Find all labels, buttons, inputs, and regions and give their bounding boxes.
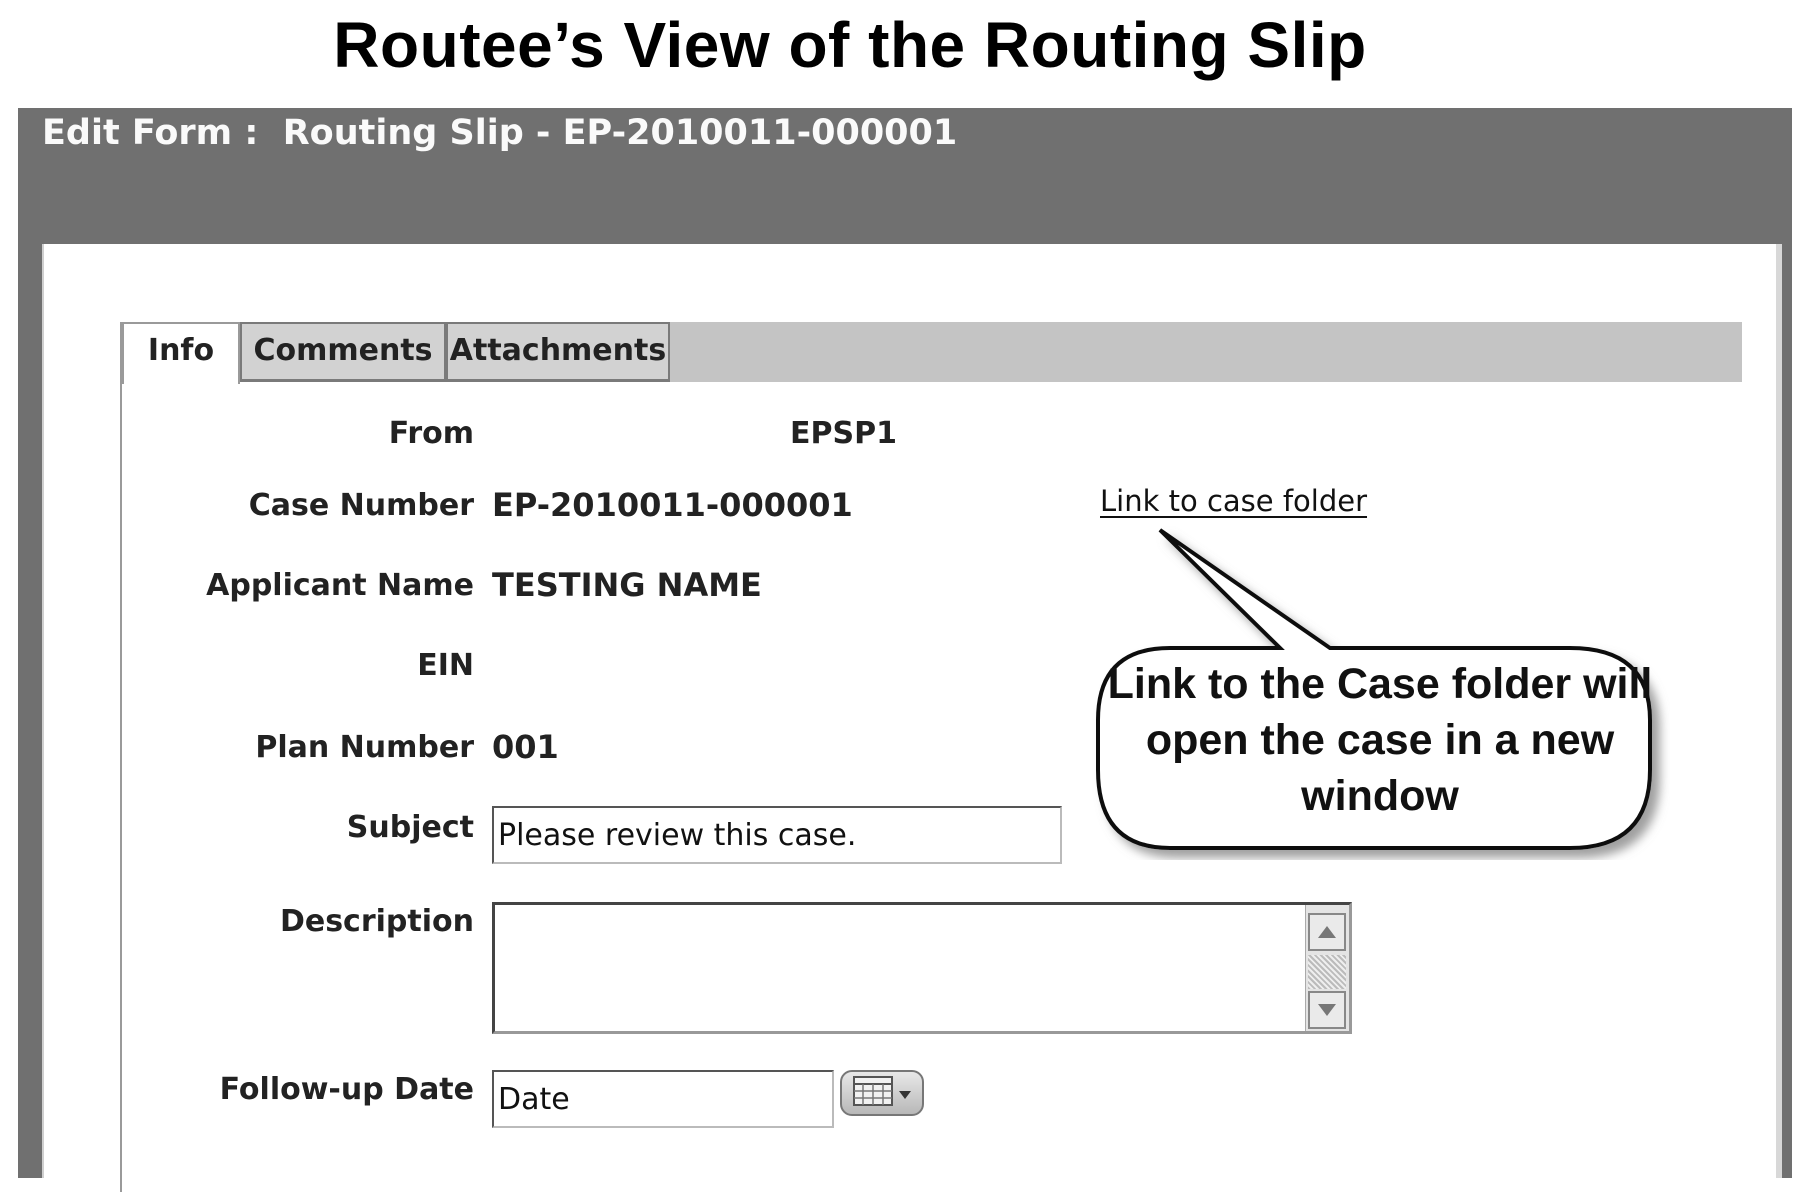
callout-text: Link to the Case folder will open the case in a new window (1107, 660, 1653, 820)
followup-date-input[interactable]: Date (492, 1070, 834, 1128)
scrollbar-track[interactable] (1308, 955, 1346, 989)
description-textarea[interactable] (492, 902, 1352, 1034)
plan-number-value: 001 (492, 728, 559, 766)
plan-number-label: Plan Number (255, 730, 474, 765)
description-scrollbar[interactable] (1305, 905, 1349, 1031)
applicant-name-label: Applicant Name (206, 568, 474, 603)
case-folder-link[interactable]: Link to case folder (1100, 484, 1368, 518)
arrow-down-icon[interactable] (1308, 991, 1346, 1029)
window-title: Edit Form : Routing Slip - EP-2010011-000001 (42, 113, 958, 153)
followup-date-label: Follow-up Date (219, 1072, 474, 1107)
subject-label: Subject (346, 810, 474, 845)
slide-title: Routee’s View of the Routing Slip (333, 9, 1367, 81)
tab-attachments[interactable]: Attachments (446, 322, 670, 382)
chevron-down-icon (899, 1084, 911, 1103)
from-label: From (388, 416, 474, 451)
description-label: Description (279, 904, 474, 939)
tab-info[interactable]: Info (122, 322, 240, 384)
tab-comments[interactable]: Comments (240, 322, 446, 382)
case-number-value: EP-2010011-000001 (492, 486, 853, 524)
calendar-icon (853, 1076, 893, 1110)
applicant-name-value: TESTING NAME (492, 566, 762, 604)
from-value: EPSP1 (790, 416, 897, 451)
case-number-label: Case Number (248, 488, 474, 523)
subject-input[interactable]: Please review this case. (492, 806, 1062, 864)
date-picker-button[interactable] (840, 1070, 924, 1116)
ein-label: EIN (417, 648, 474, 683)
tab-bar (122, 322, 1742, 382)
arrow-up-icon[interactable] (1308, 913, 1346, 951)
